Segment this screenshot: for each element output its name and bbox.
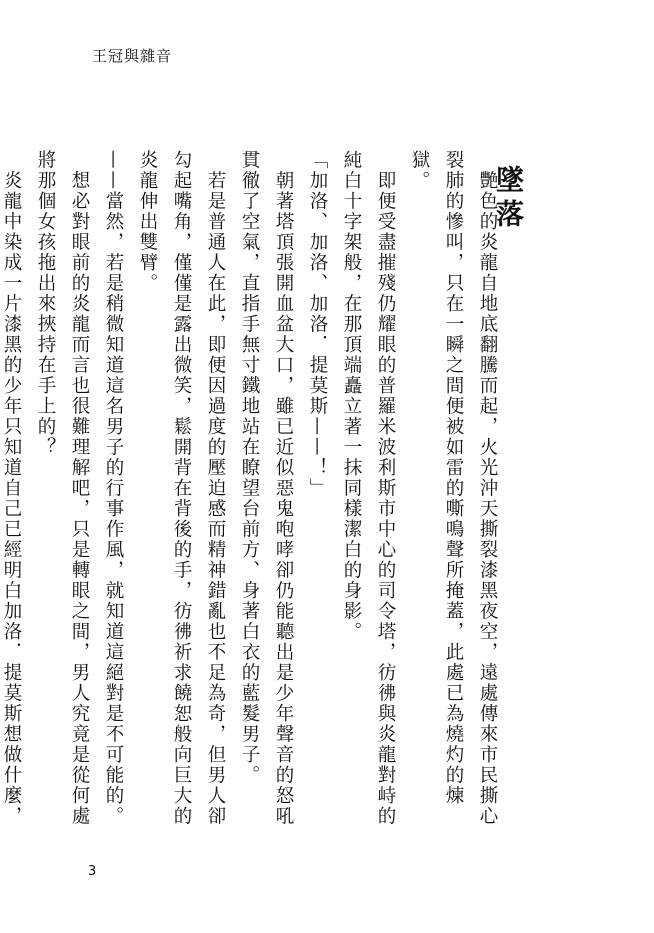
paragraph: 炎龍中染成一片漆黑的少年只知道自己已經明白加洛．提莫斯想做什麼， [1, 170, 22, 827]
paragraph: 「加洛、加洛、加洛．提莫斯——！」 [307, 150, 328, 499]
paragraph: 即便受盡摧殘仍耀眼的普羅米波利斯市中心的司令塔，彷彿與炎龍對峙的純白十字架般，在那頂端矗立著一抹同樣潔白的身影。 [341, 150, 396, 827]
paragraph: 想必對眼前的炎龍而言也很難理解吧，只是轉眼之間，男人究竟是從何處將那個女孩拖出來挾持在手上的？ [35, 150, 90, 827]
running-head: 王冠與雜音 [92, 47, 173, 65]
paragraph: ——當然，若是稍微知道這名男子的行事作風，就知道這絕對是不可能的。 [103, 150, 124, 827]
paragraph: 若是普通人在此，即便因過度的壓迫感而精神錯亂也不足為奇，但男人卻勾起嘴角，僅僅是露出微笑，鬆開背在背後的手，彷彿祈求饒恕般向巨大的炎龍伸出雙臂。 [137, 150, 226, 827]
paragraph: 艷色的炎龍自地底翻騰而起，火光沖天撕裂漆黑夜空，遠處傳來市民撕心裂肺的慘叫，只在一瞬之間便被如雷的嘶鳴聲所掩蓋，此處已為燒灼的煉獄。 [409, 150, 498, 827]
paragraph: 朝著塔頂張開血盆大口，雖已近似惡鬼咆哮卻仍能聽出是少年聲音的怒吼貫徹了空氣，直指手無寸鐵地站在瞭望台前方、身著白衣的藍髮男子。 [239, 150, 294, 827]
page-number: 3 [88, 864, 97, 879]
body-text [0, 150, 504, 840]
chapter-title: 墜落 [492, 165, 525, 233]
